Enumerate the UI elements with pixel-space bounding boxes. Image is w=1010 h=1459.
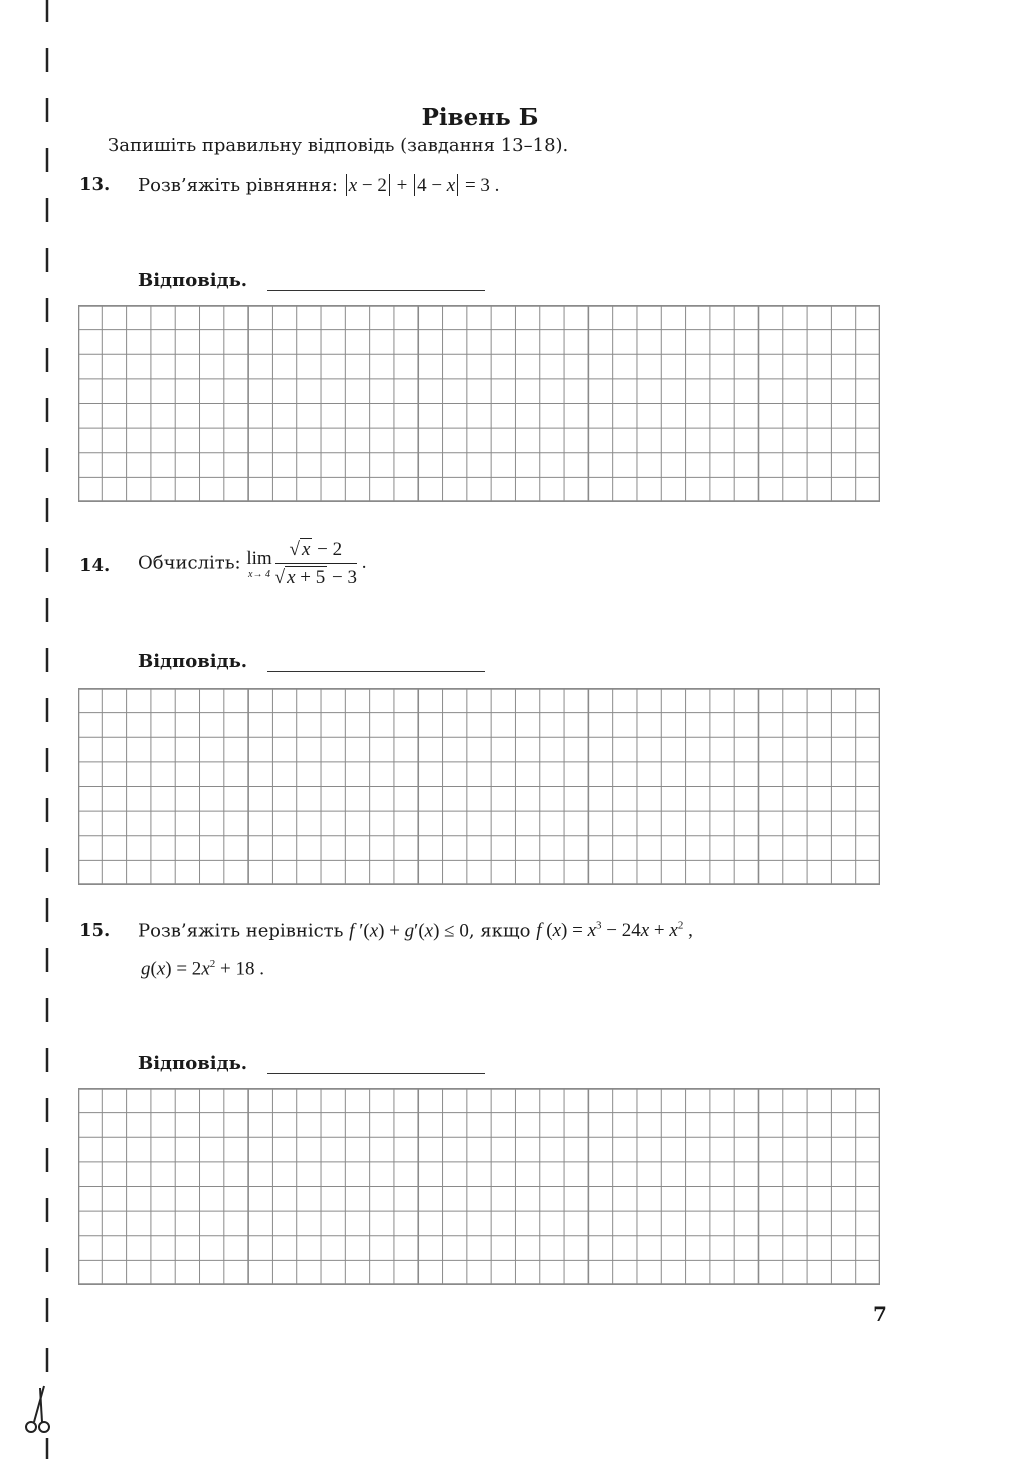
task-14-number: 14.	[79, 555, 111, 576]
task-13-grid[interactable]	[78, 305, 880, 502]
task-14-text	[138, 538, 366, 589]
scissors-icon	[26, 1386, 49, 1432]
task-15-inequality: f ′(x) + g′(x) ≤ 0	[349, 920, 469, 942]
task-15-f-definition: f $(x) = x^3 - 24x + x^2$ ,	[536, 920, 693, 942]
task-15-answer-field[interactable]	[267, 1073, 485, 1074]
task-14-answer-label: Відповідь.	[138, 651, 248, 672]
task-15-text	[138, 920, 693, 942]
task-13-answer-label: Відповідь.	[138, 270, 248, 291]
task-13-answer-field[interactable]	[267, 290, 485, 291]
task-15-prompt: Розв’яжіть нерівність	[138, 920, 344, 942]
task-13-prompt: Розв’яжіть рівняння:	[138, 175, 338, 196]
task-13-text	[138, 174, 499, 197]
task-13-equation: x − 2 + 4 − x = 3 .	[344, 175, 500, 196]
task-15-number: 15.	[79, 920, 111, 941]
task-15-connector: , якщо	[468, 920, 531, 942]
task-14-grid[interactable]	[78, 688, 880, 885]
task-15-g-definition: $g(x) = 2x^2 + 18$ .	[141, 958, 264, 980]
task-14-expression: lim x→ 4 $\frac{√ x - 2}{√ x + 5 - 3}$ .	[246, 539, 367, 588]
section-title: Рівень Б	[421, 104, 539, 131]
task-15-answer-label: Відповідь.	[138, 1053, 248, 1074]
task-14-prompt: Обчисліть:	[138, 552, 241, 574]
cut-line	[0, 0, 60, 1459]
instruction-text: Запишіть правильну відповідь (завдання 13–18).	[108, 135, 569, 156]
page-number: 7	[873, 1302, 887, 1326]
task-13-number: 13.	[79, 174, 111, 195]
task-14-answer-field[interactable]	[267, 671, 485, 672]
task-15-grid[interactable]	[78, 1088, 880, 1285]
